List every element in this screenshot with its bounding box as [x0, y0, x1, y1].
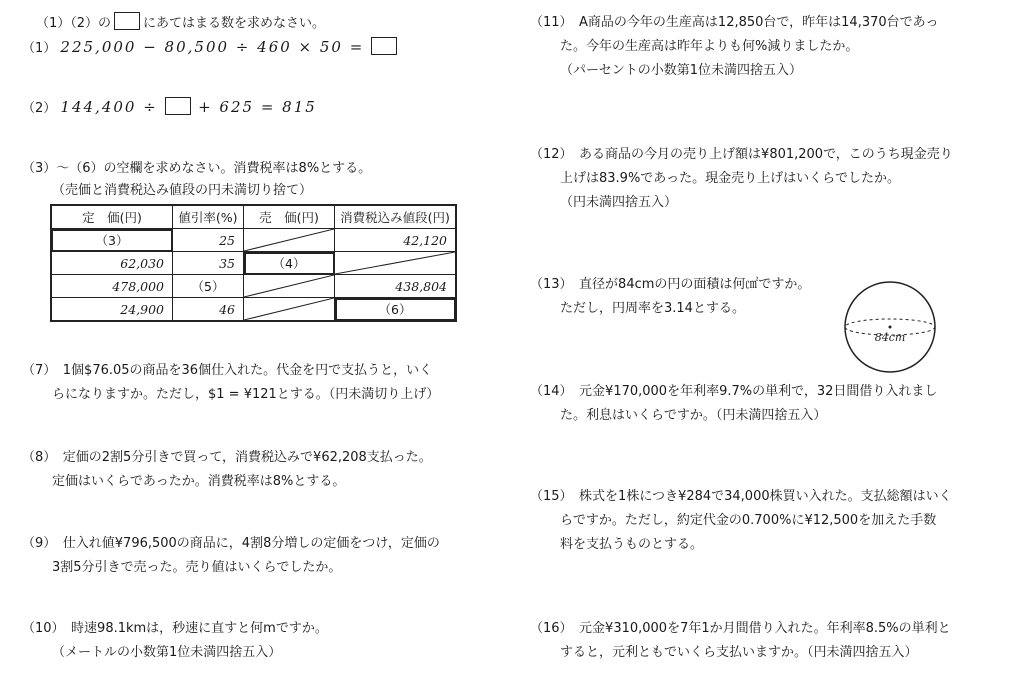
- table-header-row: [51, 205, 456, 229]
- table-cell: （5）: [173, 275, 244, 298]
- table-cell: 24,900: [51, 298, 173, 322]
- q14-line1: （14） 元金¥170,000を年利率9.7%の単利で，32日間借り入れまし: [530, 384, 938, 399]
- question-10: [22, 620, 328, 662]
- q2-expression-b: + 625 = 815: [198, 98, 317, 116]
- table-header-discount-rate: 値引率(%): [173, 205, 244, 229]
- q15-line1: （15） 株式を1株につき¥284で34,000株買い入れた。支払総額はいく: [530, 489, 952, 504]
- table-cell: 25: [173, 229, 244, 252]
- q16-line2: すると，元利ともでいくら支払いますか。（円未満四捨五入）: [560, 645, 918, 660]
- question-12: [530, 146, 953, 212]
- table-cell-slashed: [335, 252, 457, 275]
- question-16: [530, 620, 951, 662]
- diameter-label: 84cm: [874, 331, 906, 344]
- table-row: [51, 229, 456, 252]
- q13-line1: （13） 直径が84cmの円の面積は何㎠ですか。: [530, 277, 811, 292]
- table-row: [51, 298, 456, 322]
- section-instruction: [36, 12, 325, 33]
- table-cell-slashed: [244, 275, 335, 298]
- question-13: [530, 276, 810, 318]
- q11-line2: た。今年の生産高は昨年よりも何%減りましたか。: [560, 39, 859, 54]
- table-cell: （3）: [51, 229, 173, 252]
- answer-box: [114, 12, 140, 30]
- q9-line2: 3割5分引きで売った。売り値はいくらでしたか。: [52, 560, 342, 575]
- question-label: （2）: [22, 101, 57, 116]
- q12-line3: （円未満四捨五入）: [560, 195, 678, 210]
- q2-answer-box: [165, 97, 191, 115]
- table-header-sale-price: 売 価(円): [244, 205, 335, 229]
- instruction-text: （1）（2）の: [36, 16, 112, 31]
- table-cell: 42,120: [335, 229, 457, 252]
- table-row: [51, 252, 456, 275]
- table-cell: （6）: [335, 298, 457, 322]
- question-9: [22, 535, 440, 577]
- q3-6-note: （売価と消費税込み値段の円未満切り捨て）: [52, 183, 313, 198]
- q10-line1: （10） 時速98.1kmは，秒速に直すと何mですか。: [22, 621, 328, 636]
- table-cell: 46: [173, 298, 244, 322]
- q2-expression-a: 144,400 ÷: [60, 98, 158, 116]
- q15-line3: 料を支払うものとする。: [560, 537, 704, 552]
- table-cell-slashed: [244, 229, 335, 252]
- q9-line1: （9） 仕入れ値¥796,500の商品に，4割8分増しの定価をつけ，定価の: [22, 536, 440, 551]
- circle-diagram: [842, 279, 938, 375]
- q13-line2: ただし，円周率を3.14とする。: [560, 301, 745, 316]
- table-cell: （4）: [244, 252, 335, 275]
- table-cell: 62,030: [51, 252, 173, 275]
- q11-line3: （パーセントの小数第1位未満四捨五入）: [560, 63, 803, 78]
- q3-6-intro: （3）～（6）の空欄を求めなさい。消費税率は8%とする。: [22, 161, 372, 176]
- instruction-text-2: にあてはまる数を求めなさい。: [143, 16, 326, 31]
- table-header-tax-included: 消費税込み値段(円): [335, 205, 457, 229]
- question-2: [22, 97, 317, 118]
- q10-line2: （メートルの小数第1位未満四捨五入）: [52, 645, 282, 660]
- q15-line2: らですか。ただし，約定代金の0.700%に¥12,500を加えた手数: [560, 513, 937, 528]
- question-1: [22, 37, 400, 58]
- question-7: [22, 362, 439, 404]
- q8-line1: （8） 定価の2割5分引きで買って，消費税込みで¥62,208支払った。: [22, 450, 432, 465]
- question-15: [530, 488, 952, 554]
- q8-line2: 定価はいくらであったか。消費税率は8%とする。: [52, 474, 346, 489]
- question-14: [530, 383, 937, 425]
- q11-line1: （11） A商品の今年の生産高は12,850台で，昨年は14,370台であっ: [530, 15, 939, 30]
- q12-line2: 上げは83.9%であった。現金売り上げはいくらでしたか。: [560, 171, 901, 186]
- q7-line2: らになりますか。ただし，$1 = ¥121とする。（円未満切り上げ）: [52, 387, 440, 402]
- q1-expression: 225,000 − 80,500 ÷ 460 × 50 =: [60, 38, 365, 56]
- q16-line1: （16） 元金¥310,000を7年1か月間借り入れた。年利率8.5%の単利と: [530, 621, 951, 636]
- table-cell: 35: [173, 252, 244, 275]
- price-table: [50, 204, 457, 322]
- table-cell: 438,804: [335, 275, 457, 298]
- q7-line1: （7） 1個$76.05の商品を36個仕入れた。代金を円で支払うと，いく: [22, 363, 433, 378]
- q1-answer-box: [371, 37, 397, 55]
- question-label: （1）: [22, 41, 57, 56]
- question-8: [22, 449, 432, 491]
- question-11: [530, 14, 939, 80]
- table-header-list-price: 定 価(円): [51, 205, 173, 229]
- q14-line2: た。利息はいくらですか。（円未満四捨五入）: [560, 408, 827, 423]
- q12-line1: （12） ある商品の今月の売り上げ額は¥801,200で，このうち現金売り: [530, 147, 953, 162]
- table-row: [51, 275, 456, 298]
- table-cell-slashed: [244, 298, 335, 322]
- table-cell: 478,000: [51, 275, 173, 298]
